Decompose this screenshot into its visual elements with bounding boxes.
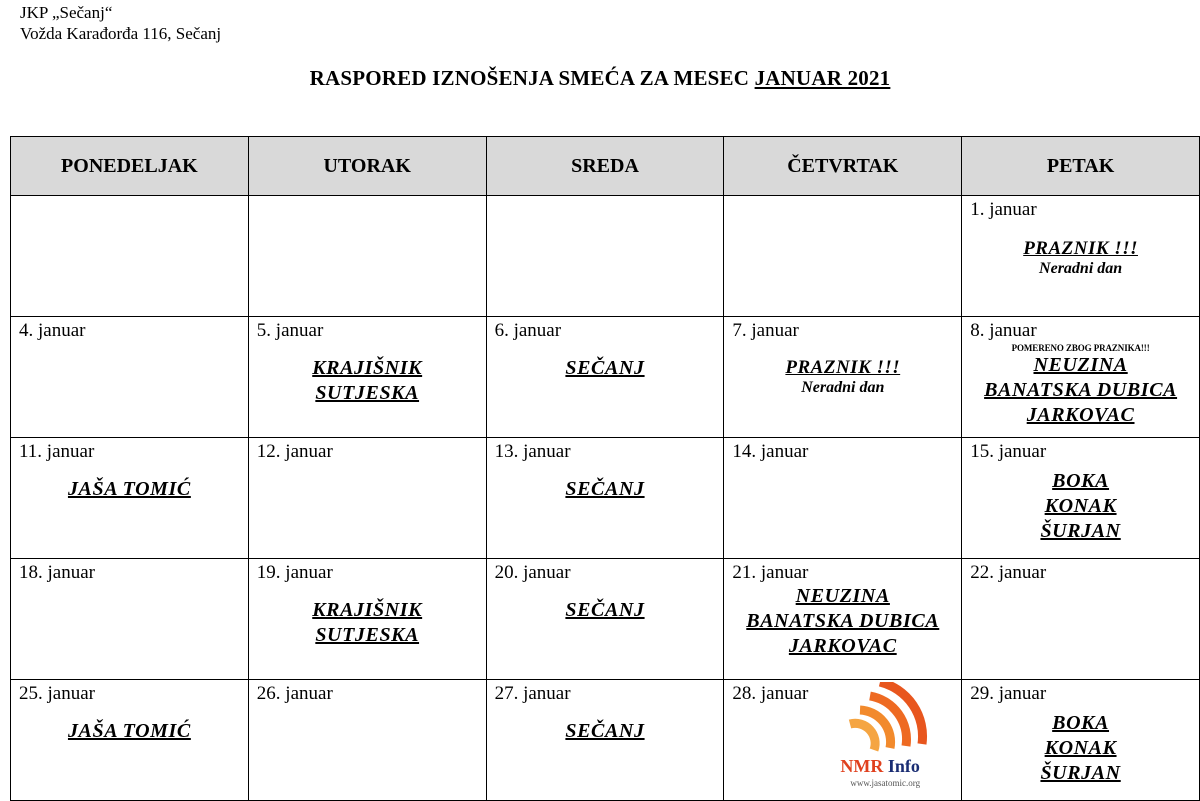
day-date: 6. januar <box>494 320 562 341</box>
day-date: 4. januar <box>19 320 86 341</box>
day-date: 1. januar <box>970 199 1037 220</box>
day-cell <box>248 438 486 559</box>
weekday-header-row <box>11 137 1200 196</box>
day-date: 22. januar <box>970 562 1047 583</box>
day-date: 26. januar <box>256 683 333 704</box>
weekday-monday: PONEDELJAK <box>11 137 249 196</box>
day-cell <box>962 559 1200 680</box>
location-name: NEUZINA <box>1033 354 1128 376</box>
pickup-locations <box>962 353 1199 428</box>
day-cell-empty <box>248 196 486 317</box>
day-cell <box>724 559 962 680</box>
location-name: ŠURJAN <box>1040 520 1121 542</box>
pickup-locations <box>724 584 961 659</box>
day-date: 8. januar <box>970 320 1037 341</box>
day-date: 13. januar <box>494 441 571 462</box>
holiday-sub: Neradni dan <box>1039 260 1123 277</box>
pickup-locations <box>962 711 1199 786</box>
day-cell <box>724 680 962 801</box>
day-date: 20. januar <box>494 562 571 583</box>
location-name: KRAJIŠNIK <box>312 599 423 621</box>
location-name: KONAK <box>1044 737 1117 759</box>
location-name: JAŠA TOMIĆ <box>67 478 191 500</box>
title-prefix: RASPORED IZNOŠENJA SMEĆA ZA MESEC <box>309 66 750 90</box>
day-cell <box>486 317 724 438</box>
broadcast-waves-icon <box>836 682 928 758</box>
pickup-locations <box>487 477 724 502</box>
day-cell <box>962 680 1200 801</box>
day-cell <box>11 559 249 680</box>
day-date: 12. januar <box>256 441 333 462</box>
day-cell <box>962 317 1200 438</box>
location-name: NEUZINA <box>795 585 890 607</box>
location-name: BOKA <box>1052 712 1110 734</box>
pickup-locations <box>11 477 248 502</box>
logo-site: www.jasatomic.org <box>850 778 921 788</box>
day-cell <box>486 680 724 801</box>
day-date: 14. januar <box>732 441 809 462</box>
org-name: JKP „Sečanj“ <box>20 3 113 22</box>
holiday-block <box>724 356 961 397</box>
pickup-locations <box>962 469 1199 544</box>
day-cell <box>248 680 486 801</box>
page-title <box>0 66 1200 91</box>
pickup-locations <box>487 719 724 744</box>
holiday-block <box>962 237 1199 278</box>
holiday-sub: Neradni dan <box>801 379 885 396</box>
location-name: SEČANJ <box>565 357 645 379</box>
holiday-label: PRAZNIK !!! <box>785 357 901 378</box>
day-cell <box>962 438 1200 559</box>
pickup-locations <box>487 356 724 381</box>
weekday-tuesday: UTORAK <box>248 137 486 196</box>
location-name: SUTJESKA <box>315 382 420 404</box>
day-cell <box>11 438 249 559</box>
location-name: JARKOVAC <box>788 635 897 657</box>
day-cell <box>248 317 486 438</box>
weekday-thursday: ČETVRTAK <box>724 137 962 196</box>
day-cell <box>248 559 486 680</box>
day-date: 15. januar <box>970 441 1047 462</box>
org-address: Vožda Karađorđa 116, Sečanj <box>20 24 222 43</box>
day-date: 29. januar <box>970 683 1047 704</box>
location-name: KRAJIŠNIK <box>312 357 423 379</box>
location-name: BANATSKA DUBICA <box>746 610 940 632</box>
pickup-locations <box>487 598 724 623</box>
day-cell <box>11 317 249 438</box>
location-name: KONAK <box>1044 495 1117 517</box>
logo-brand-info: Info <box>887 756 920 776</box>
holiday-label: PRAZNIK !!! <box>1023 238 1138 259</box>
org-header <box>20 2 221 44</box>
day-date: 25. januar <box>19 683 95 704</box>
day-date: 18. januar <box>19 562 95 583</box>
location-name: JAŠA TOMIĆ <box>67 720 191 742</box>
day-cell <box>724 438 962 559</box>
location-name: BANATSKA DUBICA <box>984 379 1178 401</box>
weekday-friday: PETAK <box>962 137 1200 196</box>
location-name: SUTJESKA <box>315 624 420 646</box>
location-name: SEČANJ <box>565 720 645 742</box>
day-cell <box>724 317 962 438</box>
location-name: SEČANJ <box>565 599 645 621</box>
day-cell <box>11 680 249 801</box>
day-cell <box>486 438 724 559</box>
day-cell <box>486 559 724 680</box>
week-row <box>11 559 1200 680</box>
day-date: 7. januar <box>732 320 799 341</box>
day-date: 28. januar <box>732 683 809 704</box>
schedule-table <box>10 136 1200 801</box>
day-date: 5. januar <box>256 320 324 341</box>
pickup-locations <box>249 356 486 406</box>
day-cell-empty <box>486 196 724 317</box>
day-date: 11. januar <box>19 441 95 462</box>
day-cell-empty <box>724 196 962 317</box>
pickup-locations <box>11 719 248 744</box>
week-row <box>11 438 1200 559</box>
day-cell <box>962 196 1200 317</box>
location-name: BOKA <box>1052 470 1110 492</box>
weekday-wednesday: SREDA <box>486 137 724 196</box>
week-row <box>11 317 1200 438</box>
location-name: JARKOVAC <box>1026 404 1135 426</box>
postponed-note: POMERENO ZBOG PRAZNIKA!!! <box>1011 343 1150 353</box>
day-date: 19. januar <box>256 562 333 583</box>
location-name: SEČANJ <box>565 478 645 500</box>
location-name: ŠURJAN <box>1040 762 1121 784</box>
title-month: JANUAR 2021 <box>754 66 891 90</box>
logo-brand-nmr: NMR <box>840 756 884 776</box>
week-row <box>11 680 1200 801</box>
day-cell-empty <box>11 196 249 317</box>
week-row <box>11 196 1200 317</box>
logo-brand <box>840 756 920 777</box>
day-date: 21. januar <box>732 562 809 583</box>
day-date: 27. januar <box>494 683 571 704</box>
pickup-locations <box>249 598 486 648</box>
nmr-info-logo <box>836 682 928 800</box>
